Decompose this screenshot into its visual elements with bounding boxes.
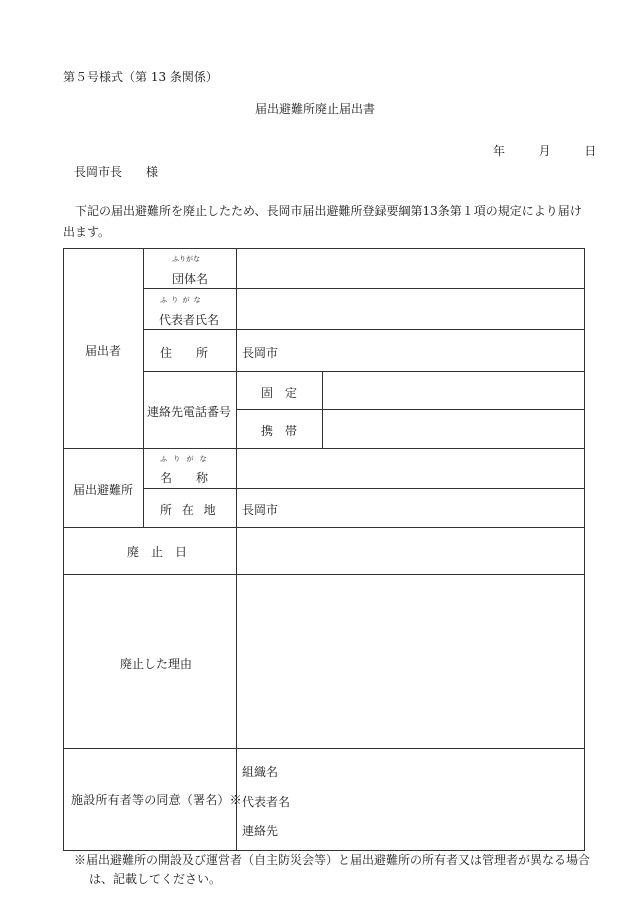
table-divider [63,574,584,575]
landline-label: 固 定 [261,386,298,400]
form-number: 第５号様式（第 13 条関係） [63,70,218,84]
address-label: 住 所 [160,346,209,360]
group-name-ruby: ふりがな [172,255,200,263]
table-divider [143,488,584,489]
reason-field[interactable] [240,578,580,745]
date-month: 月 [538,144,551,158]
phone-label: 連絡先電話番号 [147,405,232,419]
date-day: 日 [584,144,597,158]
table-divider [63,448,584,449]
table-divider [143,371,584,372]
consent-rep-label[interactable]: 代表者名 [242,795,291,809]
representative-label: 代表者氏名 [159,313,220,327]
date-line [493,142,596,159]
table-divider [236,409,584,410]
shelter-section-label: 届出避難所 [73,483,134,497]
shelter-name-ruby: ふ り が な [160,455,209,463]
footnote [74,851,594,889]
shelter-location-label: 所 在 地 [160,503,216,517]
consent-contact-label[interactable]: 連絡先 [242,824,279,838]
table-divider [236,248,237,850]
landline-field[interactable] [326,374,580,406]
intro-text: 下記の届出避難所を廃止したため、長岡市届出避難所登録要綱第13条第１項の規定により届け出ます。 [63,204,582,239]
addressee: 長岡市長 様 [74,165,159,179]
shelter-location-value[interactable]: 長岡市 [242,503,279,517]
table-divider [63,748,584,749]
representative-ruby: ふ り が な [160,296,202,304]
table-divider [143,248,144,527]
footnote-line-2: は、記載してください。 [89,872,222,886]
shelter-name-label: 名 称 [160,471,209,485]
consent-label: 施設所有者等の同意（署名）※ [71,793,242,807]
document-title: 届出避難所廃止届出書 [254,102,375,116]
footnote-line-1: ※届出避難所の開設及び運営者（自主防災会等）と届出避難所の所有者又は管理者が異なる場合 [74,853,591,867]
mobile-label: 携 帯 [261,424,298,438]
abolition-date-field[interactable] [240,530,580,571]
abolition-date-label: 廃 止 日 [127,545,188,559]
table-divider [63,527,584,528]
table-divider [143,288,584,289]
consent-org-label[interactable]: 組織名 [242,765,279,779]
shelter-name-field[interactable] [240,451,580,485]
date-year: 年 [493,144,506,158]
address-value[interactable]: 長岡市 [242,346,279,360]
group-name-field[interactable] [240,252,580,286]
notifier-section-label: 届出者 [85,344,122,358]
mobile-field[interactable] [326,412,580,445]
representative-field[interactable] [240,292,580,326]
reason-label: 廃止した理由 [120,657,193,671]
group-name-label: 団体名 [172,272,209,286]
table-divider [143,329,584,330]
